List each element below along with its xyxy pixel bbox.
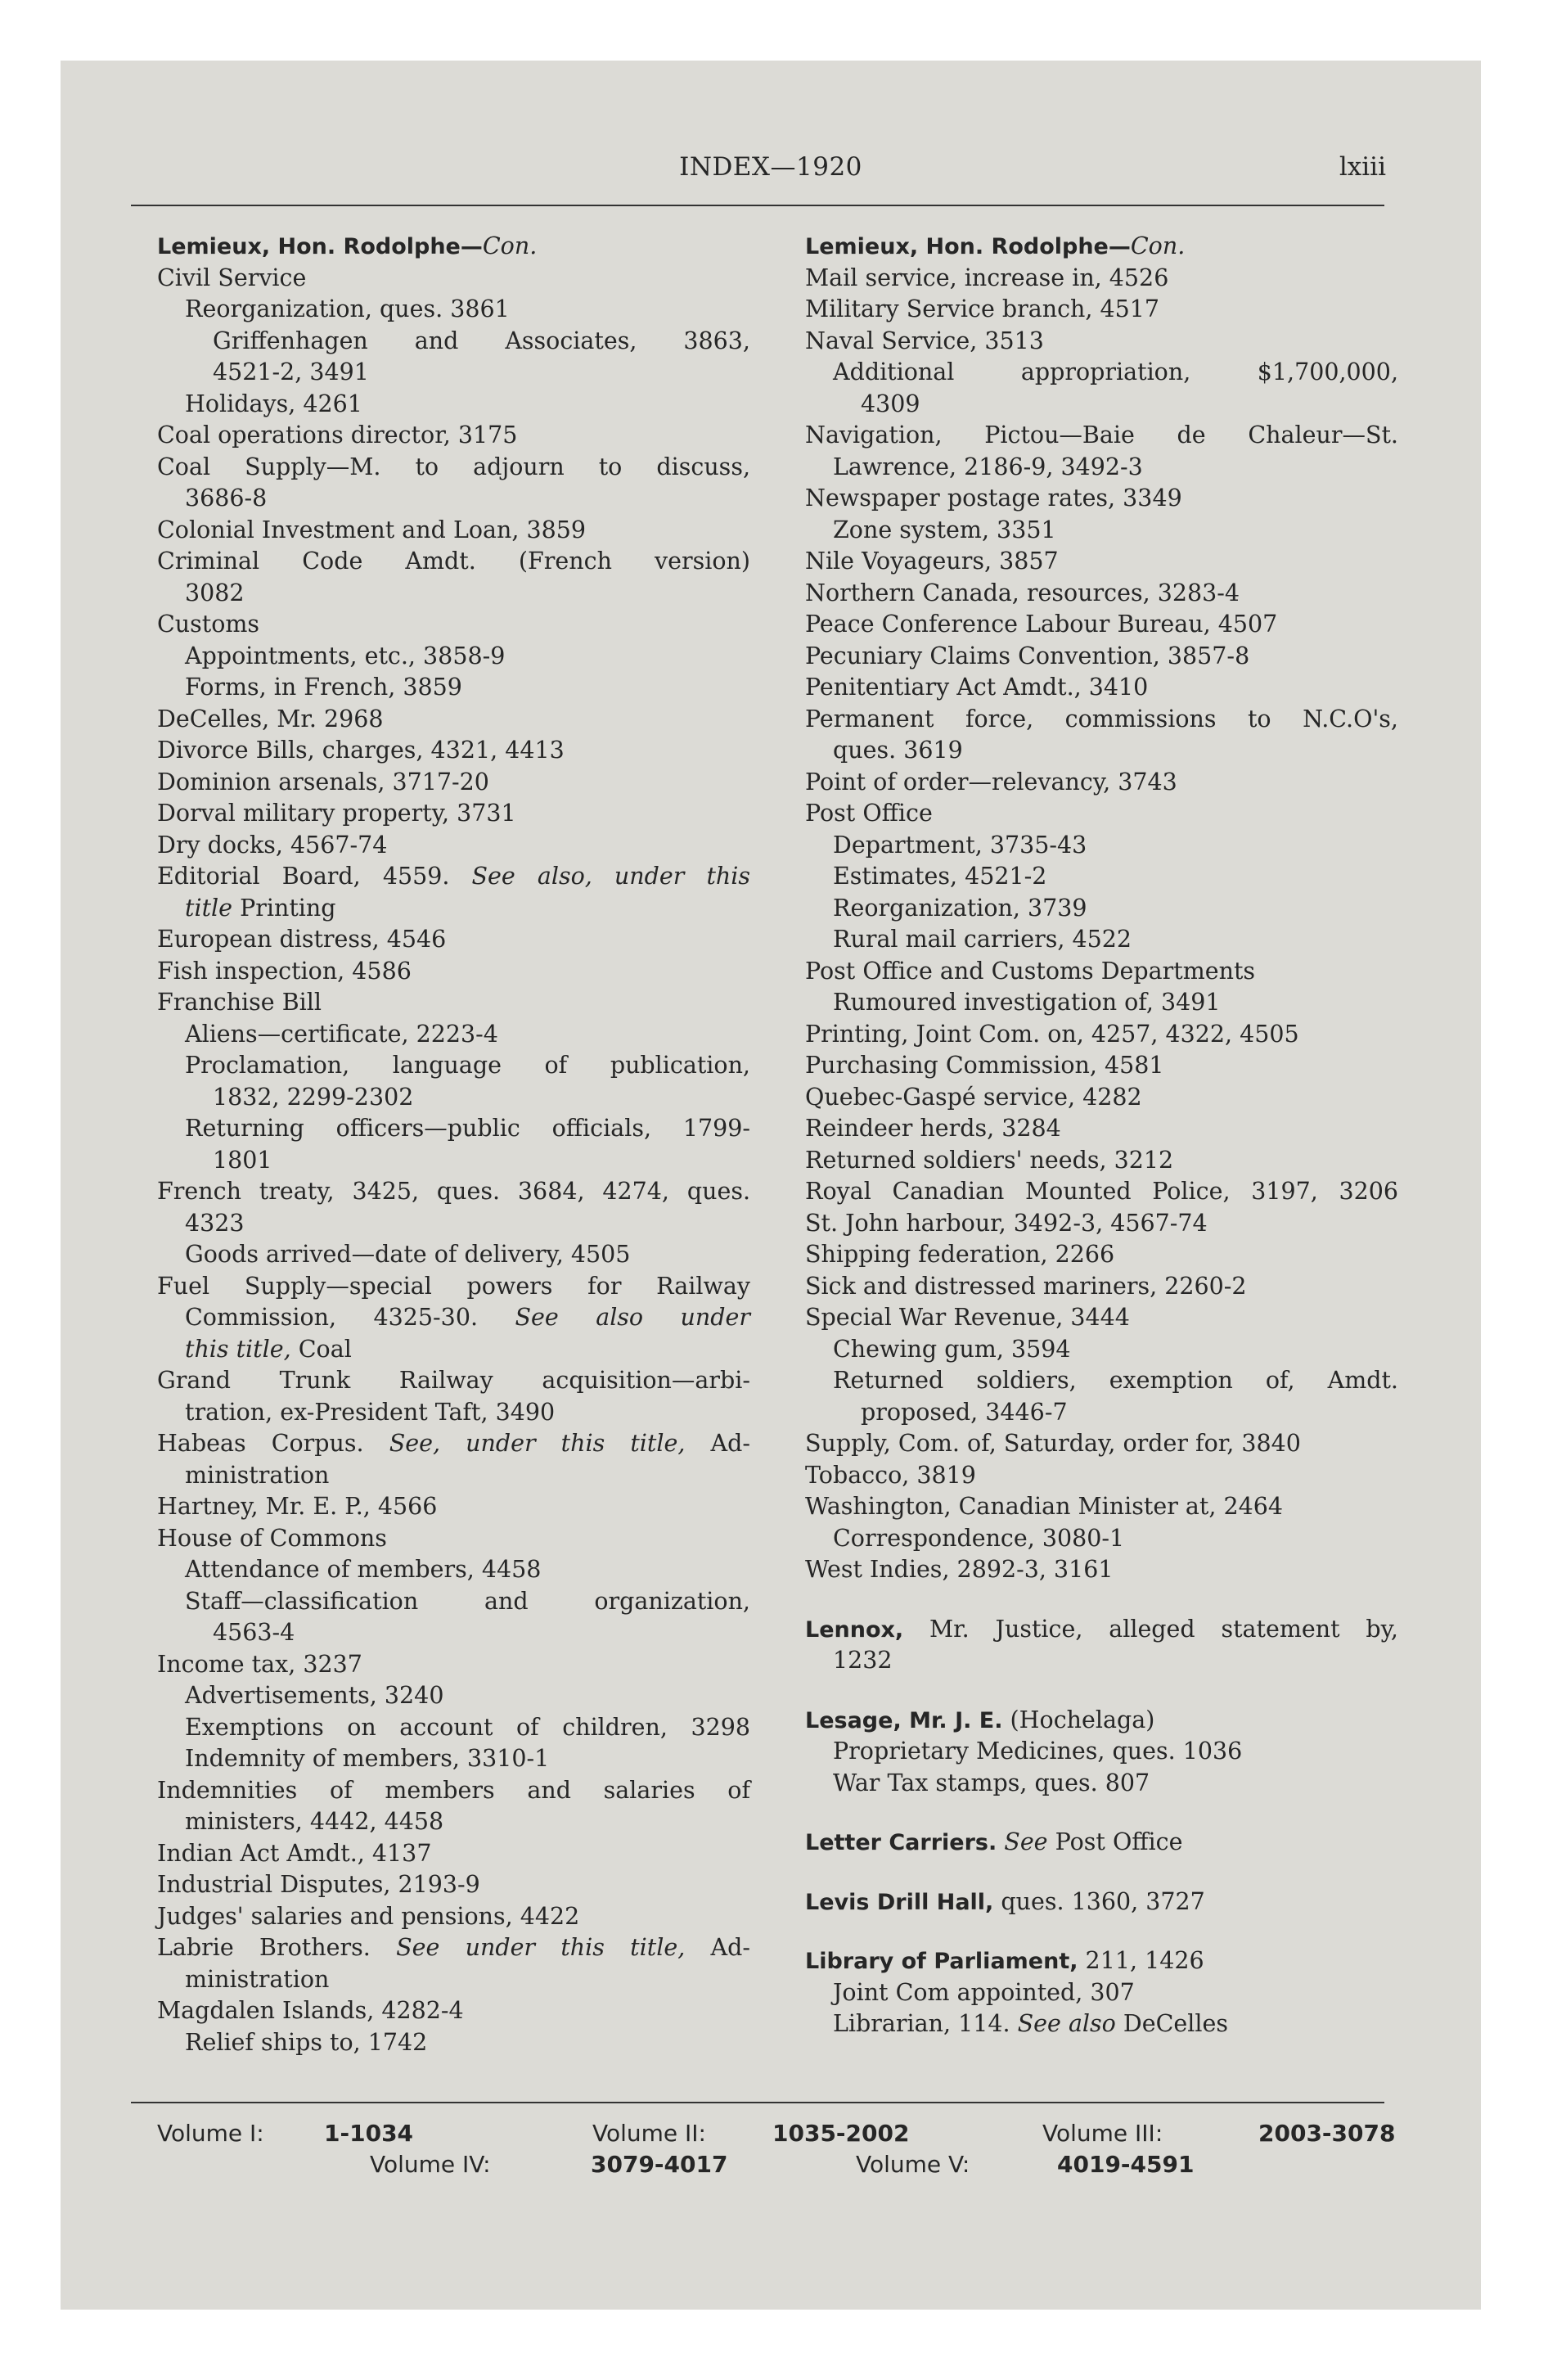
- entry-text: Holidays, 4261: [185, 390, 362, 417]
- entry-text: 4521-2, 3491: [213, 358, 369, 385]
- index-subentry: [805, 452, 1398, 484]
- volume-4-range-text: 3079-4017: [591, 2151, 728, 2178]
- entry-heading: Letter Carriers.: [805, 1830, 997, 1855]
- entry-text: Goods arrived—date of delivery, 4505: [185, 1241, 631, 1268]
- index-entry: [157, 420, 750, 452]
- entry-crossref: See under this title,: [396, 1934, 686, 1961]
- index-subentry: [157, 1208, 750, 1240]
- entry-text: Nile Voyageurs, 3857: [805, 548, 1059, 575]
- entry-text: Griffenhagen and Associates, 3863,: [213, 327, 750, 354]
- index-entry: [157, 987, 750, 1019]
- entry-text: Forms, in French, 3859: [185, 674, 462, 701]
- index-subentry: [805, 1523, 1398, 1555]
- entry-text: Dorval military property, 3731: [157, 800, 516, 827]
- index-entry: [157, 735, 750, 767]
- entry-heading: Lemieux, Hon. Rodolphe—: [157, 234, 483, 259]
- entry-text: Shipping federation, 2266: [805, 1241, 1115, 1268]
- index-subentry: [805, 735, 1398, 767]
- volume-1-range-text: 1-1034: [324, 2120, 414, 2147]
- entry-gap: [805, 1859, 1398, 1886]
- index-entry: [805, 1145, 1398, 1177]
- entry-text: Attendance of members, 4458: [185, 1556, 542, 1583]
- entry-text: Reindeer herds, 3284: [805, 1115, 1061, 1142]
- index-subentry: [157, 1113, 750, 1145]
- entry-text: DeCelles: [1115, 2010, 1229, 2037]
- entry-text: Franchise Bill: [157, 989, 322, 1016]
- entry-crossref: See also under: [515, 1304, 750, 1331]
- entry-text: Ad-: [685, 1934, 750, 1961]
- entry-text: Divorce Bills, charges, 4321, 4413: [157, 737, 565, 764]
- entry-gap: [805, 1918, 1398, 1945]
- entry-text: Grand Trunk Railway acquisition—arbi-: [157, 1367, 750, 1394]
- entry-text: Exemptions on account of children, 3298: [185, 1713, 750, 1741]
- index-entry: [157, 1932, 750, 1964]
- index-subentry: [157, 1554, 750, 1586]
- entry-text: Magdalen Islands, 4282-4: [157, 1997, 464, 2024]
- entry-text: Fuel Supply—special powers for Railway: [157, 1272, 750, 1300]
- index-entry: [805, 1491, 1398, 1523]
- volume-1-range: [324, 2120, 413, 2147]
- index-subentry: [157, 893, 750, 925]
- index-entry: [805, 326, 1398, 358]
- entry-text: proposed, 3446-7: [861, 1398, 1068, 1426]
- entry-text: Fish inspection, 4586: [157, 957, 412, 985]
- index-subentry: [805, 515, 1398, 547]
- entry-text: Appointments, etc., 3858-9: [185, 642, 506, 669]
- volume-3-label: Volume III:: [1042, 2120, 1163, 2147]
- index-entry: [157, 1901, 750, 1933]
- entry-text: West Indies, 2892-3, 3161: [805, 1556, 1114, 1583]
- index-subentry: [157, 357, 750, 389]
- index-entry: [157, 924, 750, 956]
- entry-text: Customs: [157, 611, 260, 638]
- entry-text: 1832, 2299-2302: [213, 1083, 414, 1111]
- index-subentry: [805, 830, 1398, 862]
- entry-text: Returning officers—public officials, 1799-: [185, 1115, 750, 1142]
- entry-text: 4563-4: [213, 1619, 295, 1646]
- index-entry: [157, 1491, 750, 1523]
- volume-3-range-text: 2003-3078: [1258, 2120, 1396, 2147]
- index-subentry: [157, 1397, 750, 1429]
- entry-text: Zone system, 3351: [833, 516, 1056, 543]
- entry-text: Relief ships to, 1742: [185, 2028, 428, 2056]
- index-entry: [805, 1113, 1398, 1145]
- index-entry: [805, 483, 1398, 515]
- index-subentry: [805, 1645, 1398, 1677]
- entry-text: Coal: [290, 1335, 352, 1363]
- footer-rule: [131, 2102, 1384, 2103]
- entry-text: Criminal Code Amdt. (French version): [157, 548, 750, 575]
- index-entry: [805, 1827, 1398, 1859]
- index-subentry: [805, 1334, 1398, 1366]
- entry-text: Judges' salaries and pensions, 4422: [157, 1902, 580, 1930]
- index-entry: [805, 1428, 1398, 1460]
- volume-2-range-text: 1035-2002: [772, 2120, 910, 2147]
- index-subentry: [157, 1239, 750, 1271]
- index-entry: [157, 231, 750, 263]
- entry-crossref: See: [1004, 1828, 1048, 1855]
- entry-text: Purchasing Commission, 4581: [805, 1052, 1164, 1079]
- index-subentry: [157, 2027, 750, 2059]
- entry-text: Joint Com appointed, 307: [833, 1978, 1135, 2006]
- index-entry: [805, 420, 1398, 452]
- header-rule: [131, 205, 1384, 206]
- entry-text: Hartney, Mr. E. P., 4566: [157, 1493, 438, 1520]
- entry-text: DeCelles, Mr. 2968: [157, 705, 384, 732]
- entry-text: Pecuniary Claims Convention, 3857-8: [805, 642, 1250, 669]
- entry-text: Supply, Com. of, Saturday, order for, 3840: [805, 1430, 1301, 1457]
- entry-text: Industrial Disputes, 2193-9: [157, 1871, 480, 1898]
- index-entry: [157, 1428, 750, 1460]
- entry-heading: Levis Drill Hall,: [805, 1889, 994, 1915]
- entry-text: 211, 1426: [1078, 1947, 1204, 1974]
- entry-text: ques. 3619: [833, 737, 963, 764]
- index-subentry: [805, 357, 1398, 389]
- entry-text: House of Commons: [157, 1524, 387, 1552]
- entry-text: Quebec-Gaspé service, 4282: [805, 1083, 1142, 1111]
- entry-text: (Hochelaga): [1002, 1706, 1155, 1733]
- index-entry: [805, 609, 1398, 641]
- entry-text: Aliens—certificate, 2223-4: [185, 1020, 498, 1048]
- entry-text: Income tax, 3237: [157, 1650, 362, 1678]
- entry-text: Additional appropriation, $1,700,000,: [833, 358, 1398, 385]
- entry-crossref: See also, under this: [471, 863, 750, 890]
- index-entry: [157, 956, 750, 988]
- entry-text: St. John harbour, 3492-3, 4567-74: [805, 1209, 1208, 1237]
- entry-heading: Lemieux, Hon. Rodolphe—: [805, 234, 1131, 259]
- entry-text: ministers, 4442, 4458: [185, 1808, 444, 1835]
- index-subentry: [805, 893, 1398, 925]
- entry-text: Proclamation, language of publication,: [185, 1052, 750, 1079]
- volume-2-range: [772, 2120, 909, 2147]
- entry-text: Post Office: [805, 800, 933, 827]
- entry-text: Dominion arsenals, 3717-20: [157, 768, 489, 796]
- entry-text: Staff—classification and organization,: [185, 1587, 750, 1615]
- index-subentry: [805, 1365, 1398, 1397]
- index-subentry: [157, 1617, 750, 1649]
- entry-gap: [805, 1586, 1398, 1614]
- index-entry: [805, 1614, 1398, 1646]
- entry-text: Proprietary Medicines, ques. 1036: [833, 1738, 1243, 1765]
- entry-text: tration, ex-President Taft, 3490: [185, 1398, 556, 1426]
- index-entry: [805, 546, 1398, 578]
- entry-text: Permanent force, commissions to N.C.O's,: [805, 705, 1398, 732]
- entry-text: 3082: [185, 579, 245, 606]
- index-entry: [805, 1886, 1398, 1918]
- index-entry: [805, 1019, 1398, 1051]
- entry-text: Coal operations director, 3175: [157, 421, 518, 449]
- entry-text: 4323: [185, 1209, 245, 1237]
- entry-text: Special War Revenue, 3444: [805, 1304, 1130, 1331]
- entry-text: Advertisements, 3240: [185, 1682, 444, 1709]
- entry-text: Indian Act Amdt., 4137: [157, 1839, 432, 1867]
- index-entry: [805, 798, 1398, 830]
- entry-text: ministration: [185, 1461, 330, 1489]
- index-entry: [805, 641, 1398, 673]
- volume-4-range: [591, 2151, 727, 2178]
- entry-text: Post Office and Customs Departments: [805, 957, 1256, 985]
- entry-text: 3686-8: [185, 485, 268, 512]
- entry-text: Dry docks, 4567-74: [157, 831, 388, 859]
- entry-text: Lawrence, 2186-9, 3492-3: [833, 453, 1143, 480]
- entry-text: 1801: [213, 1146, 272, 1174]
- index-entry: [805, 1271, 1398, 1303]
- entry-text: Printing: [232, 894, 336, 922]
- entry-text: Sick and distressed mariners, 2260-2: [805, 1272, 1247, 1300]
- index-entry: [157, 609, 750, 641]
- entry-text: 4309: [861, 390, 920, 417]
- index-subentry: [805, 2008, 1398, 2040]
- index-entry: [805, 704, 1398, 736]
- entry-text: Labrie Brothers.: [157, 1934, 397, 1961]
- entry-text: Newspaper postage rates, 3349: [805, 485, 1182, 512]
- index-entry: [157, 1775, 750, 1807]
- index-entry: [805, 231, 1398, 263]
- entry-text: Peace Conference Labour Bureau, 4507: [805, 611, 1278, 638]
- index-subentry: [805, 861, 1398, 893]
- entry-crossref: See also: [1017, 2010, 1116, 2037]
- index-subentry: [157, 1460, 750, 1492]
- index-subentry: [805, 924, 1398, 956]
- index-subentry: [157, 1964, 750, 1996]
- index-entry: [805, 263, 1398, 295]
- entry-text: Ad-: [685, 1430, 750, 1457]
- entry-crossref: title: [185, 894, 233, 922]
- entry-gap: [805, 1677, 1398, 1705]
- entry-text: Navigation, Pictou—Baie de Chaleur—St.: [805, 421, 1398, 449]
- index-subentry: [157, 1806, 750, 1838]
- entry-crossref: See, under this title,: [389, 1430, 686, 1457]
- index-column-right: [805, 231, 1398, 2040]
- entry-heading: Lesage, Mr. J. E.: [805, 1707, 1003, 1733]
- entry-gap: [805, 1799, 1398, 1827]
- index-entry: [157, 1649, 750, 1681]
- index-subentry: [157, 1082, 750, 1114]
- entry-text: Habeas Corpus.: [157, 1430, 389, 1457]
- entry-crossref: Con.: [482, 232, 538, 259]
- entry-text: Returned soldiers' needs, 3212: [805, 1146, 1174, 1174]
- index-entry: [157, 1995, 750, 2027]
- page-number: lxiii: [1339, 152, 1386, 182]
- index-entry: [805, 1554, 1398, 1586]
- entry-text: Post Office: [1047, 1828, 1183, 1855]
- entry-text: Reorganization, ques. 3861: [185, 295, 510, 322]
- index-subentry: [805, 1397, 1398, 1429]
- volume-1-label: Volume I:: [157, 2120, 264, 2147]
- entry-text: Commission, 4325-30.: [185, 1304, 515, 1331]
- entry-text: Washington, Canadian Minister at, 2464: [805, 1493, 1283, 1520]
- index-subentry: [157, 1302, 750, 1334]
- entry-text: Editorial Board, 4559.: [157, 863, 472, 890]
- index-entry: [157, 704, 750, 736]
- index-entry: [805, 1945, 1398, 1977]
- index-subentry: [157, 1334, 750, 1366]
- index-entry: [805, 1705, 1398, 1737]
- index-subentry: [157, 294, 750, 326]
- index-subentry: [157, 672, 750, 704]
- index-entry: [157, 1365, 750, 1397]
- index-entry: [157, 1176, 750, 1208]
- entry-text: Printing, Joint Com. on, 4257, 4322, 4505: [805, 1020, 1299, 1048]
- entry-text: War Tax stamps, ques. 807: [833, 1769, 1150, 1796]
- entry-text: Chewing gum, 3594: [833, 1335, 1071, 1363]
- entry-text: Colonial Investment and Loan, 3859: [157, 516, 587, 543]
- volume-5-range-text: 4019-4591: [1057, 2151, 1195, 2178]
- index-entry: [805, 1176, 1398, 1208]
- entry-text: Mr. Justice, alleged statement by,: [903, 1615, 1398, 1643]
- index-entry: [805, 1302, 1398, 1334]
- entry-text: Estimates, 4521-2: [833, 863, 1047, 890]
- volume-2-label: Volume II:: [592, 2120, 706, 2147]
- index-subentry: [157, 1743, 750, 1775]
- index-entry: [157, 452, 750, 484]
- index-subentry: [157, 1050, 750, 1082]
- entry-text: ques. 1360, 3727: [993, 1887, 1205, 1915]
- index-entry: [805, 767, 1398, 799]
- entry-text: Naval Service, 3513: [805, 327, 1044, 354]
- index-subentry: [157, 389, 750, 421]
- entry-text: Returned soldiers, exemption of, Amdt.: [833, 1367, 1398, 1394]
- index-subentry: [157, 1680, 750, 1712]
- index-entry: [157, 798, 750, 830]
- index-entry: [805, 672, 1398, 704]
- index-entry: [805, 1460, 1398, 1492]
- index-entry: [805, 1239, 1398, 1271]
- volume-5-label: Volume V:: [856, 2151, 970, 2178]
- entry-text: [997, 1828, 1004, 1855]
- entry-crossref: Con.: [1130, 232, 1186, 259]
- entry-text: Military Service branch, 4517: [805, 295, 1160, 322]
- entry-text: Indemnities of members and salaries of: [157, 1776, 750, 1804]
- entry-text: Correspondence, 3080-1: [833, 1524, 1125, 1552]
- entry-text: European distress, 4546: [157, 926, 447, 953]
- index-column-left: [157, 231, 750, 2058]
- index-subentry: [157, 641, 750, 673]
- index-entry: [157, 546, 750, 578]
- entry-text: Point of order—relevancy, 3743: [805, 768, 1177, 796]
- index-subentry: [157, 1019, 750, 1051]
- index-entry: [157, 263, 750, 295]
- index-subentry: [805, 1736, 1398, 1768]
- entry-text: Mail service, increase in, 4526: [805, 264, 1169, 291]
- index-entry: [157, 861, 750, 893]
- index-entry: [157, 767, 750, 799]
- index-entry: [157, 1271, 750, 1303]
- index-entry: [157, 1523, 750, 1555]
- index-entry: [805, 956, 1398, 988]
- entry-text: Penitentiary Act Amdt., 3410: [805, 674, 1149, 701]
- index-entry: [805, 1082, 1398, 1114]
- index-subentry: [805, 987, 1398, 1019]
- index-entry: [805, 1208, 1398, 1240]
- index-subentry: [157, 326, 750, 358]
- entry-text: Civil Service: [157, 264, 307, 291]
- index-subentry: [157, 1712, 750, 1744]
- index-entry: [157, 1869, 750, 1901]
- volume-3-range: [1258, 2120, 1395, 2147]
- entry-text: Northern Canada, resources, 3283-4: [805, 579, 1240, 606]
- index-subentry: [157, 578, 750, 610]
- index-entry: [805, 578, 1398, 610]
- entry-text: ministration: [185, 1965, 330, 1993]
- entry-heading: Lennox,: [805, 1616, 904, 1643]
- volume-4-label: Volume IV:: [370, 2151, 491, 2178]
- entry-text: Coal Supply—M. to adjourn to discuss,: [157, 453, 750, 480]
- index-subentry: [805, 1977, 1398, 2009]
- entry-text: French treaty, 3425, ques. 3684, 4274, ques.: [157, 1178, 750, 1205]
- running-header-title: INDEX—1920: [679, 152, 862, 182]
- entry-heading: Library of Parliament,: [805, 1949, 1078, 1974]
- entry-crossref: this title,: [185, 1335, 291, 1363]
- index-subentry: [805, 389, 1398, 421]
- entry-text: Rural mail carriers, 4522: [833, 926, 1132, 953]
- volume-5-range: [1057, 2151, 1194, 2178]
- index-entry: [805, 294, 1398, 326]
- index-page: [61, 61, 1481, 2310]
- entry-text: Indemnity of members, 3310-1: [185, 1745, 550, 1772]
- index-entry: [157, 1838, 750, 1870]
- entry-text: Tobacco, 3819: [805, 1461, 976, 1489]
- entry-text: Department, 3735-43: [833, 831, 1087, 859]
- index-subentry: [157, 483, 750, 515]
- index-entry: [157, 830, 750, 862]
- entry-text: Reorganization, 3739: [833, 894, 1087, 922]
- index-subentry: [157, 1145, 750, 1177]
- index-entry: [805, 1050, 1398, 1082]
- entry-text: Librarian, 114.: [833, 2010, 1018, 2037]
- index-entry: [157, 515, 750, 547]
- index-subentry: [805, 1768, 1398, 1800]
- index-subentry: [157, 1586, 750, 1618]
- entry-text: 1232: [833, 1647, 893, 1674]
- entry-text: Rumoured investigation of, 3491: [833, 989, 1221, 1016]
- entry-text: Royal Canadian Mounted Police, 3197, 3206: [805, 1178, 1398, 1205]
